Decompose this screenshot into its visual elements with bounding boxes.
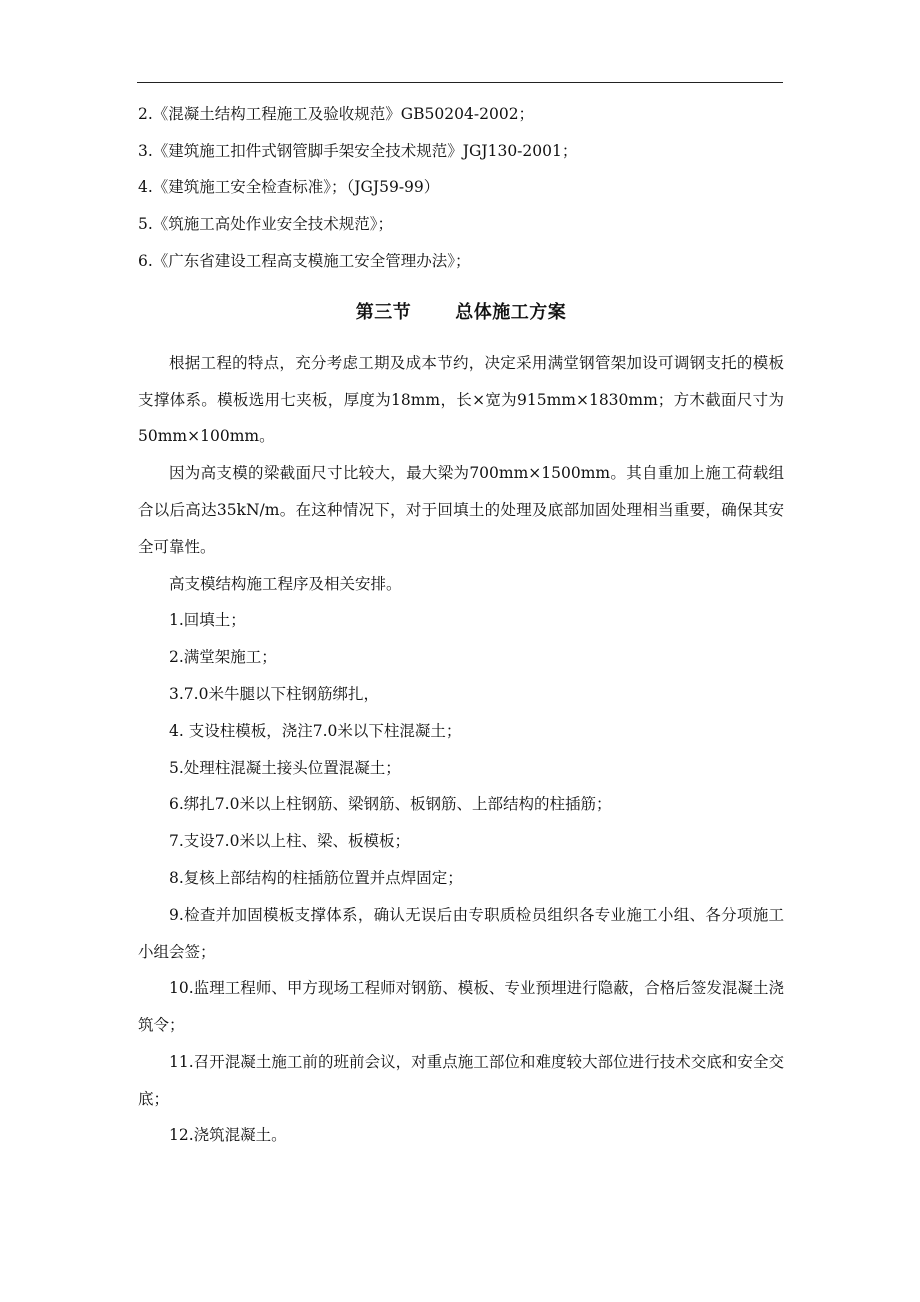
- reference-item: 4.《建筑施工安全检查标准》；（JGJ59-99）: [138, 178, 440, 197]
- procedure-step: 12.浇筑混凝土。: [169, 1126, 287, 1145]
- procedure-steps: [138, 602, 784, 1154]
- procedure-step: 2.满堂架施工；: [169, 648, 277, 667]
- body-paragraph: 根据工程的特点，充分考虑工期及成本节约，决定采用满堂钢管架加设可调钢支托的模板支撑体系。模板选用七夹板，厚度为18mm，长×宽为915mm×1830mm；方木截面尺寸为50mm×100mm。: [138, 353, 784, 446]
- procedure-step: 9.检查并加固模板支撑体系，确认无误后由专职质检员组织各专业施工小组、各分项施工小组会签；: [138, 905, 784, 961]
- reference-list: [138, 104, 784, 271]
- body-paragraph: 高支模结构施工程序及相关安排。: [169, 574, 402, 593]
- procedure-step: 10.监理工程师、甲方现场工程师对钢筋、模板、专业预埋进行隐蔽，合格后签发混凝土浇筑令；: [138, 979, 784, 1035]
- procedure-step: 7.支设7.0米以上柱、梁、板模板；: [169, 832, 410, 851]
- document-body: [138, 104, 784, 1154]
- reference-item: 6.《广东省建设工程高支模施工安全管理办法》；: [138, 251, 471, 270]
- header-rule: [137, 82, 783, 83]
- reference-item: 2.《混凝土结构工程施工及验收规范》GB50204-2002；: [138, 105, 535, 123]
- procedure-step: 3.7.0米牛腿以下柱钢筋绑扎，: [169, 684, 379, 703]
- procedure-step: 4. 支设柱模板，浇注7.0米以下柱混凝土；: [169, 721, 462, 740]
- procedure-step: 8.复核上部结构的柱插筋位置并点焊固定；: [169, 868, 463, 887]
- procedure-step: 5.处理柱混凝土接头位置混凝土；: [169, 758, 401, 777]
- procedure-step: 6.绑扎7.0米以上柱钢筋、梁钢筋、板钢筋、上部结构的柱插筋；: [169, 795, 612, 814]
- procedure-step: 1.回填土；: [169, 611, 246, 630]
- reference-item: 3.《建筑施工扣件式钢管脚手架安全技术规范》JGJ130-2001；: [138, 141, 578, 160]
- reference-item: 5.《筑施工高处作业安全技术规范》；: [138, 215, 394, 234]
- body-paragraph: 因为高支模的梁截面尺寸比较大，最大梁为700mm×1500mm。其自重加上施工荷载组合以后高达35kN/m。在这种情况下，对于回填土的处理及底部加固处理相当重要，确保其安全可靠性。: [138, 464, 784, 556]
- procedure-step: 11.召开混凝土施工前的班前会议，对重点施工部位和难度较大部位进行技术交底和安全交底；: [138, 1052, 784, 1108]
- section-heading: [138, 301, 784, 325]
- section-title: 总体施工方案: [455, 301, 567, 323]
- section-number: 第三节: [355, 301, 412, 323]
